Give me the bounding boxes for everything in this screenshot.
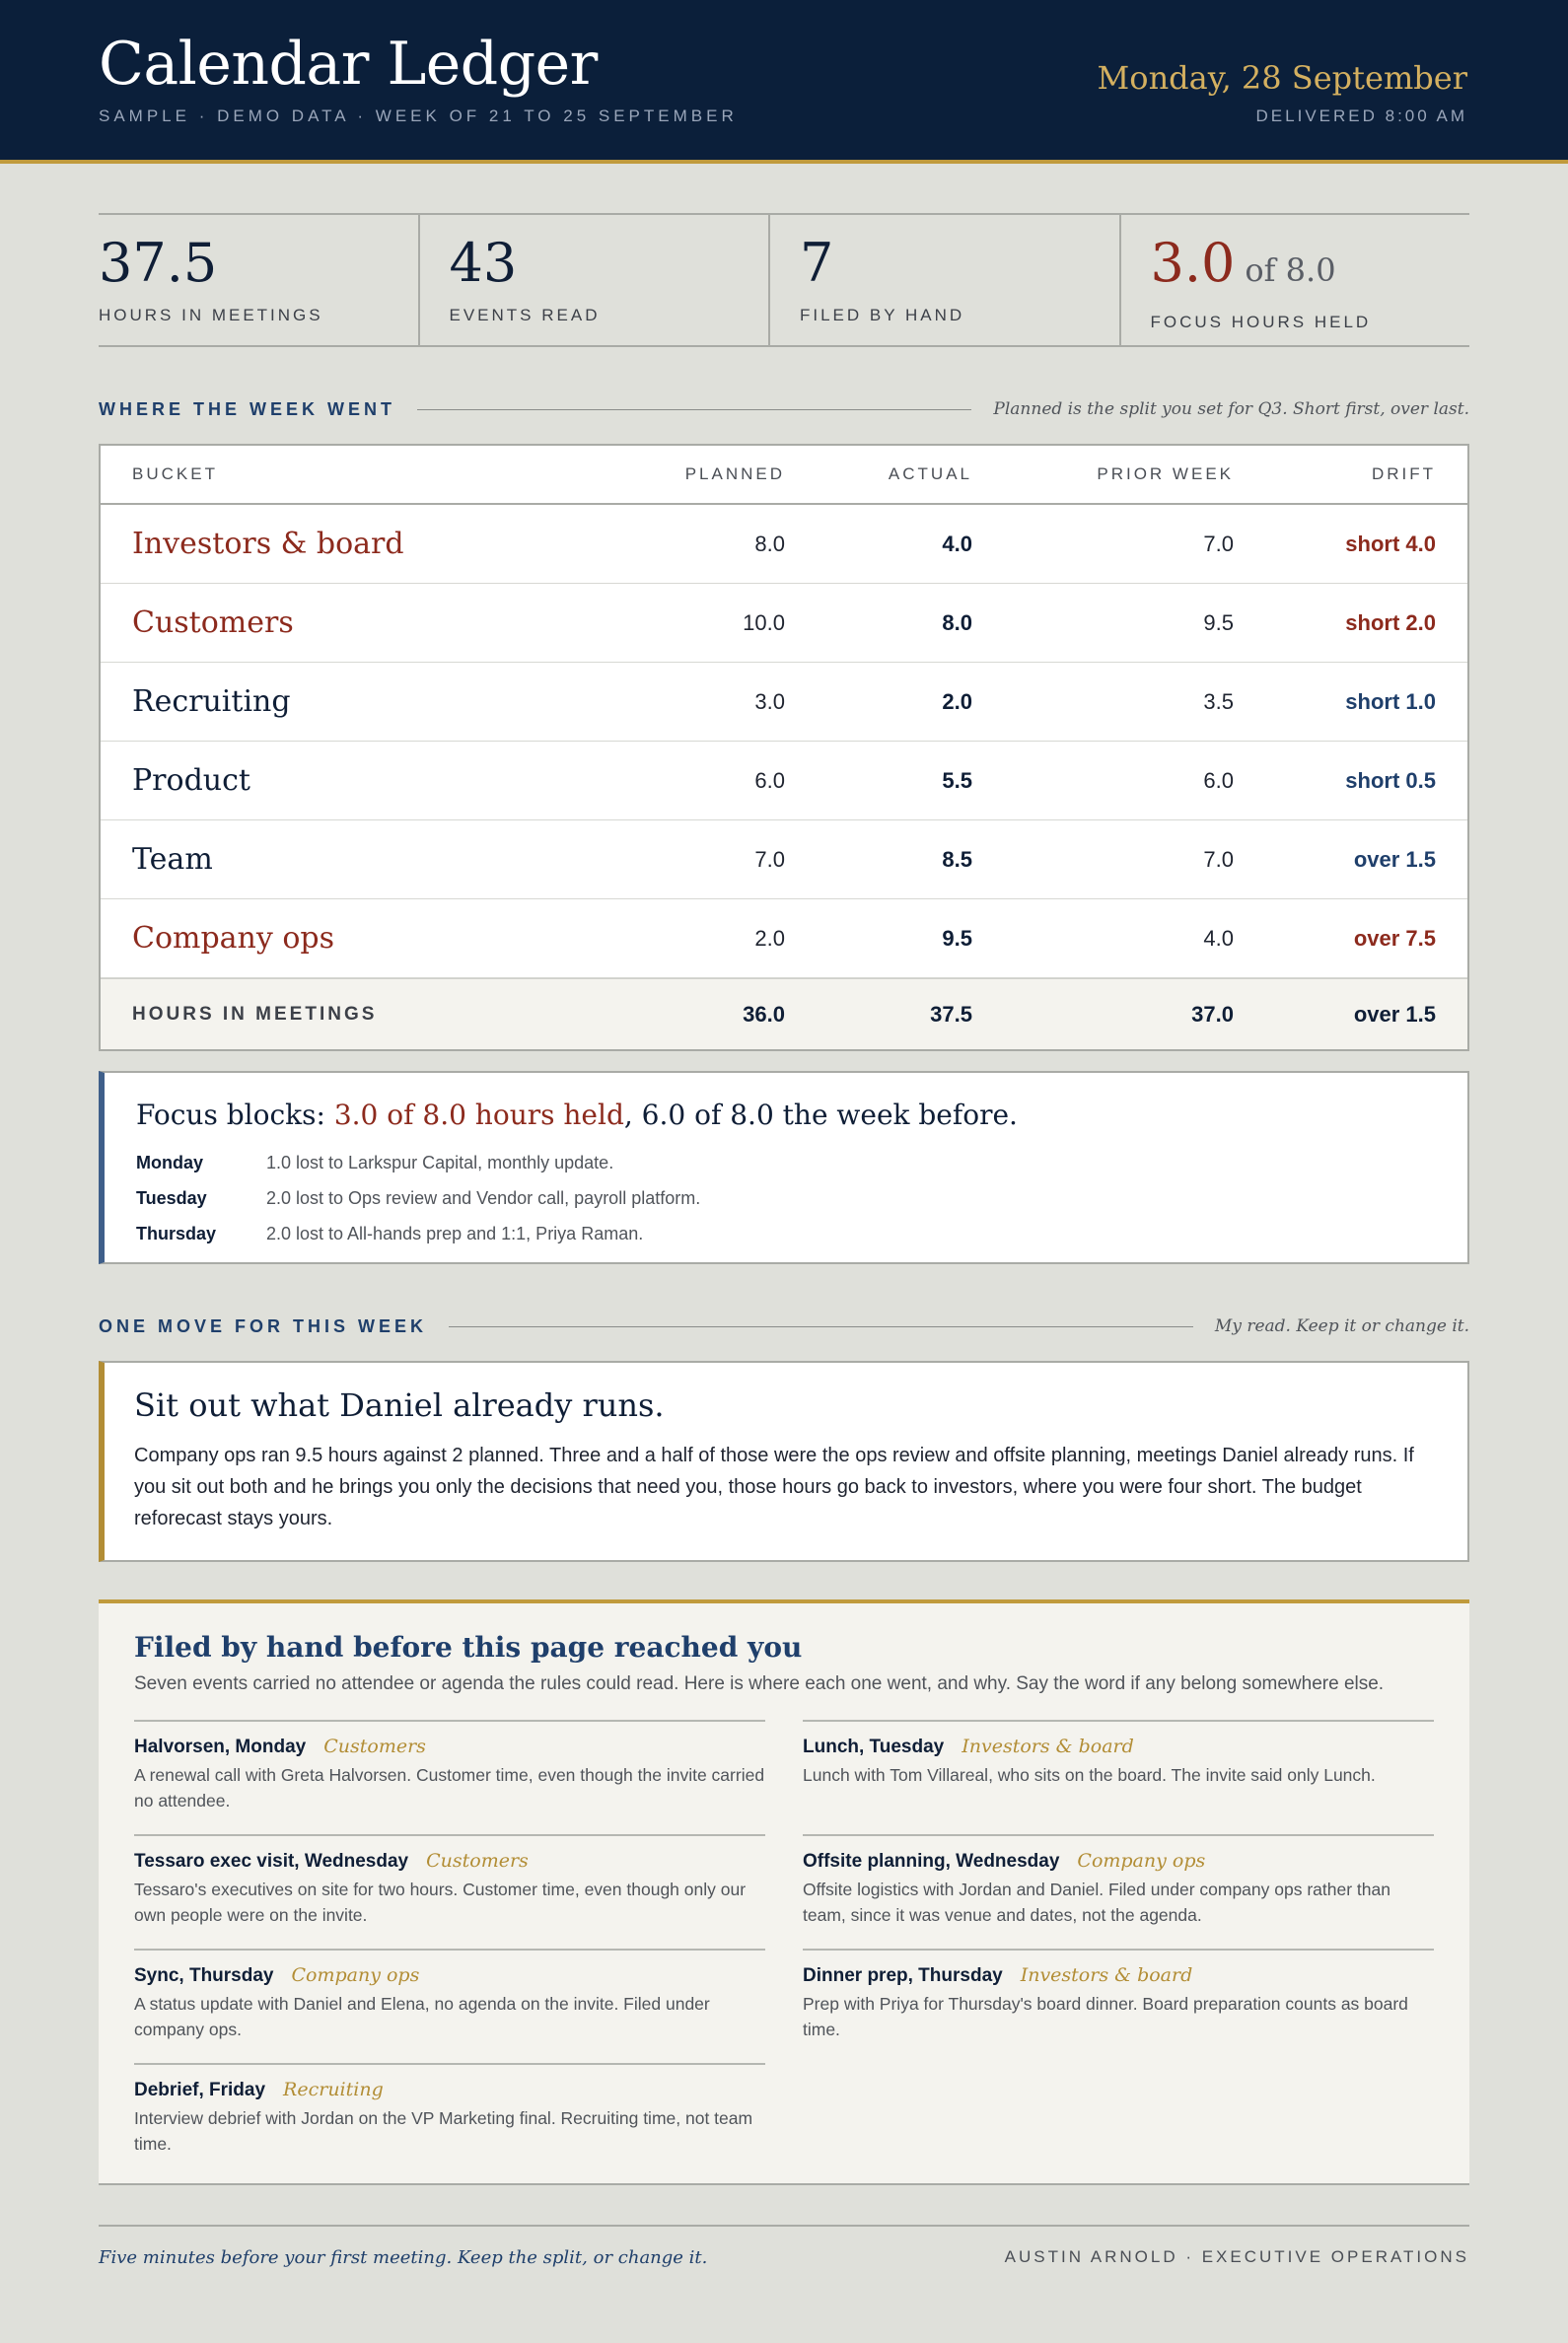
one-move-card [99, 1361, 1469, 1562]
planned-value: 6.0 [754, 767, 785, 793]
filed-column-left [134, 1720, 765, 2177]
focus-day: Monday [136, 1152, 204, 1172]
prior-value: 9.5 [1203, 609, 1234, 635]
planned-value: 10.0 [743, 609, 785, 635]
filed-column-right [803, 1720, 1434, 2177]
move-body: Company ops ran 9.5 hours against 2 planned. Three and a half of those were the ops review and offsite planning, meetings Daniel already runs. If you sit out both and he brings you only the decisions that need you, those hours go back to investors, where you were four short. The budget reforecast stays yours. [134, 1445, 1414, 1529]
total-label: HOURS IN MEETINGS [132, 1003, 378, 1025]
stat-label: EVENTS READ [449, 306, 601, 324]
page-header [0, 0, 1568, 164]
bucket-name: Customers [132, 605, 294, 640]
page-subtitle: SAMPLE · DEMO DATA · WEEK OF 21 TO 25 SEPTEMBER [99, 106, 738, 125]
actual-value: 4.0 [942, 531, 972, 556]
focus-day: Thursday [136, 1223, 217, 1243]
delivered-time: DELIVERED 8:00 AM [1255, 106, 1467, 125]
drift-value: short 1.0 [1345, 688, 1436, 714]
list-item [134, 1949, 765, 2063]
total-prior: 37.0 [1191, 1001, 1234, 1027]
focus-blocks-card [99, 1071, 1469, 1264]
filed-event-name: Offsite planning, Wednesday [803, 1851, 1060, 1872]
stat-value: 43 [449, 232, 518, 294]
page-title: Calendar Ledger [99, 30, 598, 99]
stat-filed-by-hand [768, 215, 1119, 345]
filed-title: Filed by hand before this page reached you [134, 1631, 803, 1664]
ledger-table [99, 444, 1469, 1051]
delivery-date: Monday, 28 September [1097, 59, 1467, 97]
column-header-planned: PLANNED [684, 464, 785, 483]
filed-bucket-tag: Investors & board [962, 1736, 1134, 1757]
drift-value: over 7.5 [1353, 925, 1436, 951]
footer-note: Five minutes before your first meeting. Keep the split, or change it. [99, 2246, 708, 2268]
stat-value [1151, 231, 1470, 303]
filed-description: A status update with Daniel and Elena, no agenda on the invite. Filed under company ops. [134, 1994, 710, 2039]
filed-bucket-tag: Investors & board [1020, 1964, 1193, 1986]
section-title: WHERE THE WEEK WENT [99, 398, 395, 419]
focus-text: 1.0 lost to Larkspur Capital, monthly update. [266, 1152, 614, 1172]
filed-event-name: Lunch, Tuesday [803, 1737, 945, 1757]
actual-value: 9.5 [942, 925, 972, 951]
filed-event-name: Debrief, Friday [134, 2080, 266, 2100]
focus-day: Tuesday [136, 1187, 207, 1208]
filed-grid [134, 1720, 1434, 2177]
page-footer [99, 2225, 1469, 2288]
bucket-name: Product [132, 763, 250, 798]
stat-label: FOCUS HOURS HELD [1150, 313, 1372, 331]
list-item [134, 1720, 765, 1834]
section-where-the-week-went [99, 394, 1469, 424]
actual-value: 2.0 [942, 688, 972, 714]
column-header-actual: ACTUAL [888, 464, 972, 483]
list-item [134, 1834, 765, 1949]
planned-value: 7.0 [754, 846, 785, 872]
stat-focus-hours-held [1119, 215, 1470, 345]
column-header-bucket: BUCKET [132, 464, 218, 483]
total-planned: 36.0 [743, 1001, 785, 1027]
focus-line [136, 1145, 1467, 1180]
stat-value-of: of 8.0 [1245, 251, 1336, 289]
focus-line [136, 1216, 1467, 1251]
planned-value: 3.0 [754, 688, 785, 714]
total-drift: over 1.5 [1353, 1001, 1436, 1027]
filed-by-hand-panel [99, 1599, 1469, 2185]
actual-value: 5.5 [942, 767, 972, 793]
stat-value: 7 [800, 232, 834, 294]
focus-title-prefix: Focus blocks: [136, 1099, 334, 1131]
table-row [101, 584, 1467, 663]
prior-value: 7.0 [1203, 846, 1234, 872]
bucket-name: Company ops [132, 921, 335, 956]
filed-bucket-tag: Company ops [1077, 1850, 1206, 1872]
stat-events-read [418, 215, 769, 345]
list-item [803, 1834, 1434, 1949]
prior-value: 7.0 [1203, 531, 1234, 556]
table-row [101, 505, 1467, 584]
list-item [803, 1720, 1434, 1834]
stat-value: 37.5 [99, 232, 218, 294]
stat-value-number: 3.0 [1150, 232, 1236, 294]
footer-signature: AUSTIN ARNOLD · EXECUTIVE OPERATIONS [1004, 2247, 1469, 2266]
stats-strip [99, 213, 1469, 347]
section-one-move [99, 1312, 1469, 1341]
section-title: ONE MOVE FOR THIS WEEK [99, 1315, 428, 1336]
table-row [101, 820, 1467, 899]
column-header-prior-week: PRIOR WEEK [1097, 464, 1234, 483]
actual-value: 8.5 [942, 846, 972, 872]
prior-value: 6.0 [1203, 767, 1234, 793]
filed-subtitle: Seven events carried no attendee or agenda the rules could read. Here is where each one went, and why. Say the word if any belong somewhere else. [134, 1673, 1385, 1694]
focus-line [136, 1180, 1467, 1216]
drift-value: short 0.5 [1345, 767, 1436, 793]
bucket-name: Recruiting [132, 684, 291, 719]
table-row [101, 742, 1467, 820]
filed-event-name: Sync, Thursday [134, 1965, 274, 1986]
focus-title-highlight: 3.0 of 8.0 hours held [333, 1099, 624, 1131]
filed-bucket-tag: Customers [426, 1850, 529, 1872]
focus-title [136, 1099, 1467, 1131]
stat-label: FILED BY HAND [800, 306, 965, 324]
stat-label: HOURS IN MEETINGS [99, 306, 323, 324]
table-row [101, 899, 1467, 978]
filed-description: Lunch with Tom Villareal, who sits on the board. The invite said only Lunch. [803, 1765, 1376, 1785]
filed-bucket-tag: Customers [323, 1736, 426, 1757]
focus-text: 2.0 lost to Ops review and Vendor call, payroll platform. [266, 1187, 701, 1208]
drift-value: short 2.0 [1345, 609, 1436, 635]
prior-value: 4.0 [1203, 925, 1234, 951]
section-note: Planned is the split you set for Q3. Short first, over last. [993, 399, 1469, 419]
filed-description: Interview debrief with Jordan on the VP Marketing final. Recruiting time, not team time. [134, 2108, 753, 2154]
filed-description: Tessaro's executives on site for two hours. Customer time, even though only our own people were on the invite. [134, 1880, 747, 1925]
planned-value: 2.0 [754, 925, 785, 951]
drift-value: short 4.0 [1345, 531, 1436, 556]
filed-event-name: Dinner prep, Thursday [803, 1965, 1003, 1986]
actual-value: 8.0 [942, 609, 972, 635]
filed-bucket-tag: Company ops [291, 1964, 420, 1986]
section-rule [449, 1326, 1193, 1327]
bucket-name: Investors & board [132, 527, 404, 561]
filed-event-name: Tessaro exec visit, Wednesday [134, 1851, 409, 1872]
table-total-row [101, 978, 1467, 1049]
section-note: My read. Keep it or change it. [1214, 1316, 1469, 1336]
filed-description: Prep with Priya for Thursday's board dinner. Board preparation counts as board time. [803, 1994, 1408, 2039]
total-actual: 37.5 [930, 1001, 972, 1027]
list-item [134, 2063, 765, 2177]
focus-text: 2.0 lost to All-hands prep and 1:1, Priya Raman. [266, 1223, 644, 1243]
focus-title-suffix: , 6.0 of 8.0 the week before. [623, 1099, 1018, 1131]
stat-hours-in-meetings [99, 215, 418, 345]
drift-value: over 1.5 [1353, 846, 1436, 872]
planned-value: 8.0 [754, 531, 785, 556]
filed-description: Offsite logistics with Jordan and Daniel. Filed under company ops rather than team, since it was venue and dates, not the agenda. [803, 1880, 1390, 1925]
filed-bucket-tag: Recruiting [283, 2079, 384, 2100]
column-header-drift: DRIFT [1371, 464, 1436, 483]
section-rule [417, 409, 971, 410]
move-title: Sit out what Daniel already runs. [134, 1386, 665, 1424]
filed-description: A renewal call with Greta Halvorsen. Customer time, even though the invite carried no attendee. [134, 1765, 765, 1810]
list-item [803, 1949, 1434, 2063]
prior-value: 3.5 [1203, 688, 1234, 714]
table-row [101, 663, 1467, 742]
bucket-name: Team [132, 842, 213, 877]
filed-event-name: Halvorsen, Monday [134, 1737, 307, 1757]
table-header [101, 446, 1467, 505]
